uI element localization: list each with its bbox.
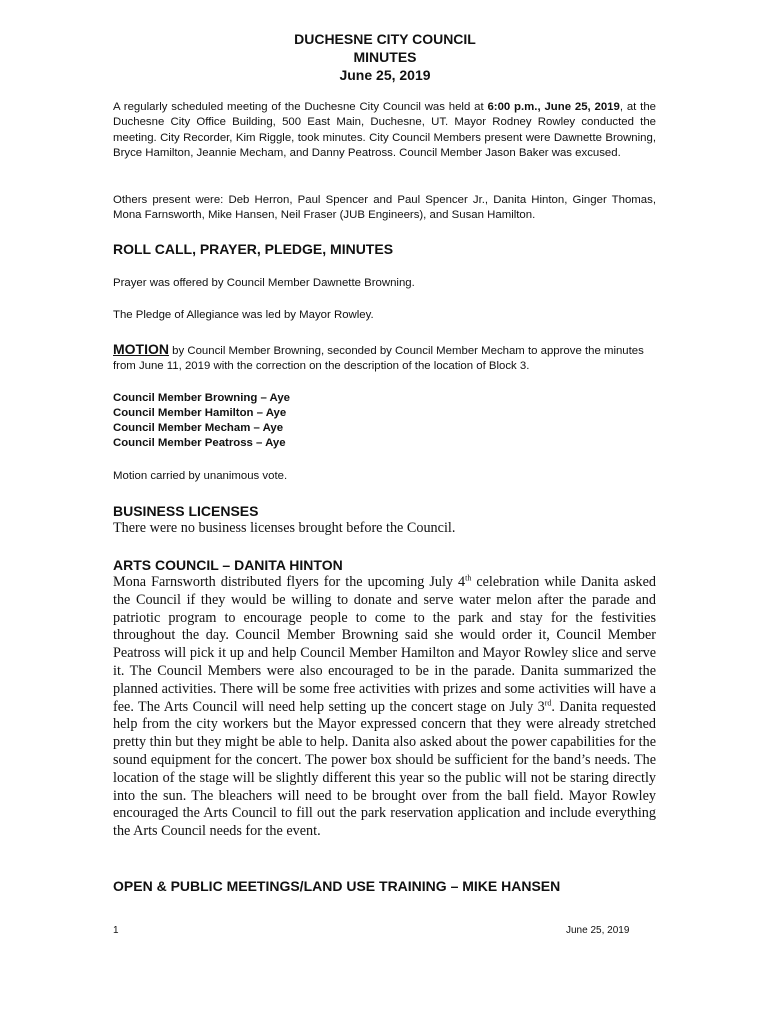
arts-text-3: . Danita requested help from the city workers but the Mayor expressed concern that they were already stretched pretty thin but they might be able to help. Danita also asked about the power capabilities for the sound equipment for the concert. The power box should be sufficient for the band’s needs. The location of the stage will be slightly different this year so the public will not be staring directly into the sun. The bleachers will need to be brought over from the ball field. Mayor Rowley encouraged the Arts Council to fill out the park reservation application and include everything the Arts Council needs for the event. <box>113 698 656 840</box>
roll-call-heading: ROLL CALL, PRAYER, PLEDGE, MINUTES <box>113 241 394 257</box>
motion-text: by Council Member Browning, seconded by Council Member Mecham to approve the minutes from June 11, 2019 with the correction on the description of the location of Block 3. <box>113 345 644 373</box>
intro-text-end: , at the Duchesne City Office Building, 500 East Main, Duchesne, UT. Mayor Rodney Rowley conducted the meeting. City Recorder, Kim Riggle, took minutes. City Council Members present were Dawnette Browning, Bryce Hamilton, Jeannie Mecham, and Danny Peatross. Council Member Jason Baker was excused. <box>113 101 656 159</box>
document-title: DUCHESNE CITY COUNCIL <box>294 31 476 47</box>
arts-council-heading: ARTS COUNCIL – DANITA HINTON <box>113 557 343 573</box>
arts-text-1: Mona Farnsworth distributed flyers for the upcoming July 4 <box>113 574 466 590</box>
pledge-text: The Pledge of Allegiance was led by Mayor Rowley. <box>113 309 374 321</box>
motion-carried-text: Motion carried by unanimous vote. <box>113 470 288 482</box>
page-number: 1 <box>113 925 119 936</box>
meeting-time: 6:00 p.m., June 25, 2019 <box>487 101 620 113</box>
vote-item: Council Member Peatross – Aye <box>113 437 286 449</box>
prayer-text: Prayer was offered by Council Member Dawnette Browning. <box>113 277 415 289</box>
business-licenses-heading: BUSINESS LICENSES <box>113 503 259 519</box>
vote-list <box>113 391 656 451</box>
ordinal-suffix: rd <box>544 697 552 707</box>
footer-date: June 25, 2019 <box>566 925 630 936</box>
vote-item: Council Member Browning – Aye <box>113 392 290 404</box>
intro-text-start: A regularly scheduled meeting of the Duchesne City Council was held at <box>113 101 488 113</box>
vote-item: Council Member Mecham – Aye <box>113 422 284 434</box>
intro-paragraph <box>113 100 656 161</box>
document-subtitle: MINUTES <box>353 49 417 65</box>
ordinal-suffix: th <box>465 573 472 583</box>
document-date: June 25, 2019 <box>339 67 431 83</box>
others-present-paragraph: Others present were: Deb Herron, Paul Spencer and Paul Spencer Jr., Danita Hinton, Ginger Thomas, Mona Farnsworth, Mike Hansen, Neil Fraser (JUB Engineers), and Susan Hamilton. <box>113 194 656 222</box>
motion-label: MOTION <box>113 341 169 357</box>
arts-council-paragraph <box>113 574 656 841</box>
open-meetings-heading: OPEN & PUBLIC MEETINGS/LAND USE TRAINING – MIKE HANSEN <box>113 878 561 894</box>
arts-text-2: celebration while Danita asked the Council if they would be willing to donate and serve water melon after the parade and patriotic program to encourage people to come to the park and stay for the festivities throughout the day. Council Member Browning said she would order it, Council Member Peatross will pick it up and help Council Member Hamilton and Mayor Rowley slice and serve it. The Council Members were also encouraged to be in the parade. Danita summarized the planned activities. There will be some free activities with prizes and some activities will have a fee. The Arts Council will need help setting up the concert stage on July 3 <box>113 574 656 715</box>
motion-paragraph <box>113 342 656 375</box>
business-licenses-text: There were no business licenses brought before the Council. <box>113 520 456 536</box>
vote-item: Council Member Hamilton – Aye <box>113 407 287 419</box>
